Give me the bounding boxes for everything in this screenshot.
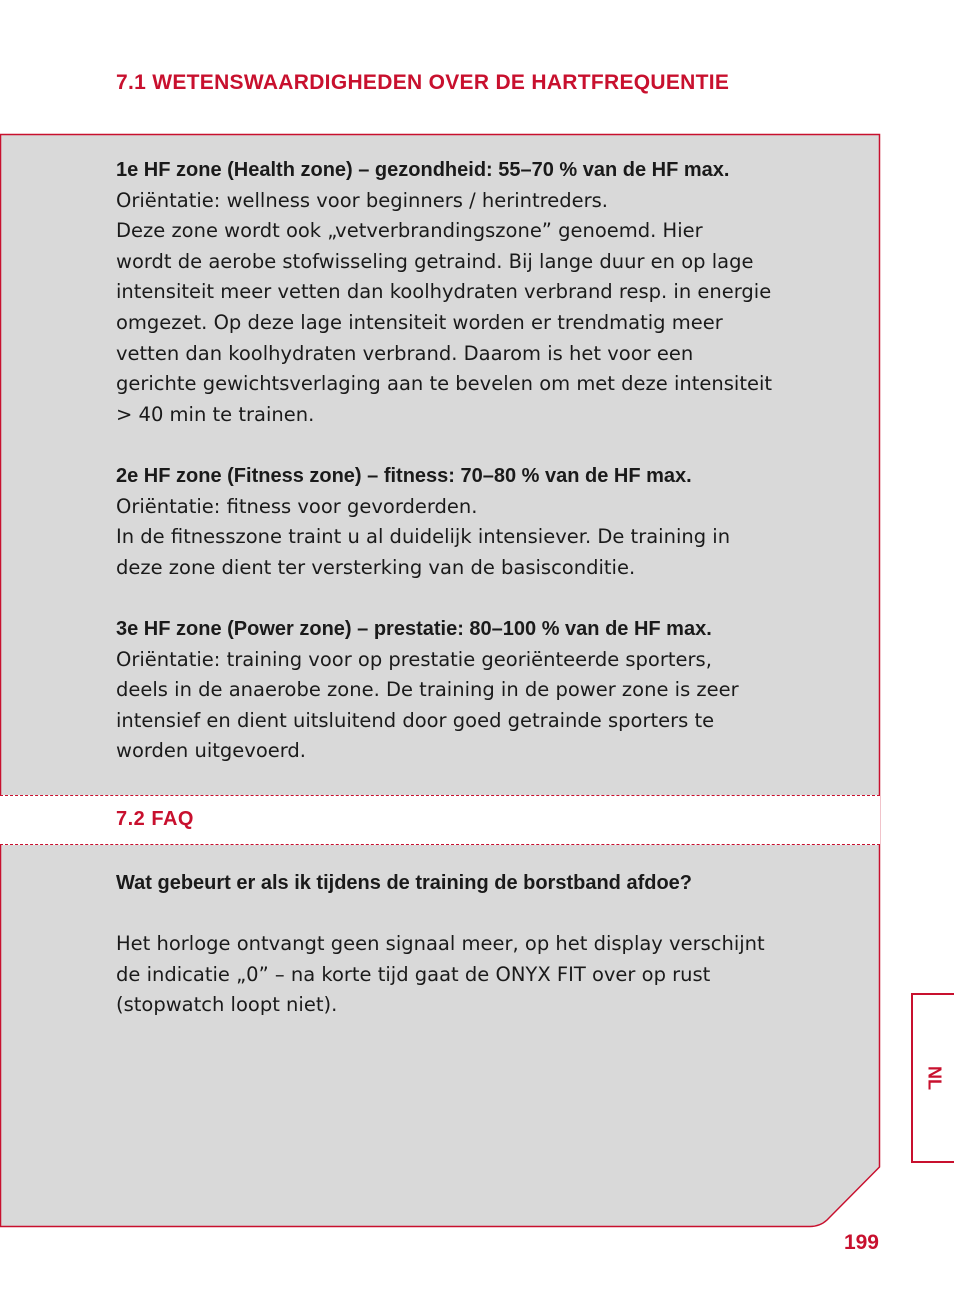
faq-title: 7.2 FAQ: [116, 808, 194, 830]
faq-answer-line: Het horloge ontvangt geen signaal meer, op het display verschijnt: [116, 932, 765, 956]
faq-question: Wat gebeurt er als ik tijdens de training de borstband afdoe?: [116, 872, 693, 894]
zone-2-line: In de fitnesszone traint u al duidelijk intensiever. De training in: [116, 525, 731, 549]
faq-answer-line: de indicatie „0” – na korte tijd gaat de ONYX FIT over op rust: [116, 962, 711, 986]
zone-3-line: intensief en dient uitsluitend door goed getrainde sporters te: [116, 708, 715, 732]
language-tab-label: NL: [924, 1066, 944, 1090]
faq-answer-line: (stopwatch loopt niet).: [116, 993, 338, 1017]
zone-1-orientation: Oriëntatie: wellness voor beginners / herintreders.: [116, 188, 608, 212]
zone-3-line: worden uitgevoerd.: [116, 739, 307, 763]
zone-1-line: intensiteit meer vetten dan koolhydraten verbrand resp. in energie: [116, 280, 772, 304]
section-title: 7.1 WETENSWAARDIGHEDEN OVER DE HARTFREQUENTIE: [116, 71, 730, 94]
zone-1-block: [116, 155, 836, 767]
zone-1-line: wordt de aerobe stofwisseling getraind. Bij lange duur en op lage: [116, 249, 754, 273]
zone-3-orientation: Oriëntatie: training voor op prestatie georiënteerde sporters,: [116, 647, 712, 671]
zone-1-line: omgezet. Op deze lage intensiteit worden er trendmatig meer: [116, 310, 723, 334]
zone-3-heading: 3e HF zone (Power zone) – prestatie: 80–100 % van de HF max.: [116, 617, 712, 640]
page-number: 199: [843, 1231, 879, 1254]
zone-1-heading: 1e HF zone (Health zone) – gezondheid: 55–70 % van de HF max.: [116, 159, 730, 181]
zone-2-heading: 2e HF zone (Fitness zone) – fitness: 70–80 % van de HF max.: [116, 464, 692, 487]
language-tab[interactable]: [911, 993, 954, 1163]
zone-1-line: gerichte gewichtsverlaging aan te bevelen om met deze intensiteit: [116, 372, 773, 396]
zone-3-line: deels in de anaerobe zone. De training in de power zone is zeer: [116, 678, 739, 702]
zone-1-line: Deze zone wordt ook „vetverbrandingszone” genoemd. Hier: [116, 219, 703, 243]
zone-2-line: deze zone dient ter versterking van de basisconditie.: [116, 555, 636, 579]
faq-block: [116, 868, 836, 1021]
zone-1-line: > 40 min te trainen.: [116, 402, 315, 426]
zone-1-line: vetten dan koolhydraten verbrand. Daarom is het voor een: [116, 341, 694, 365]
zone-2-orientation: Oriëntatie: fitness voor gevorderden.: [116, 494, 478, 518]
